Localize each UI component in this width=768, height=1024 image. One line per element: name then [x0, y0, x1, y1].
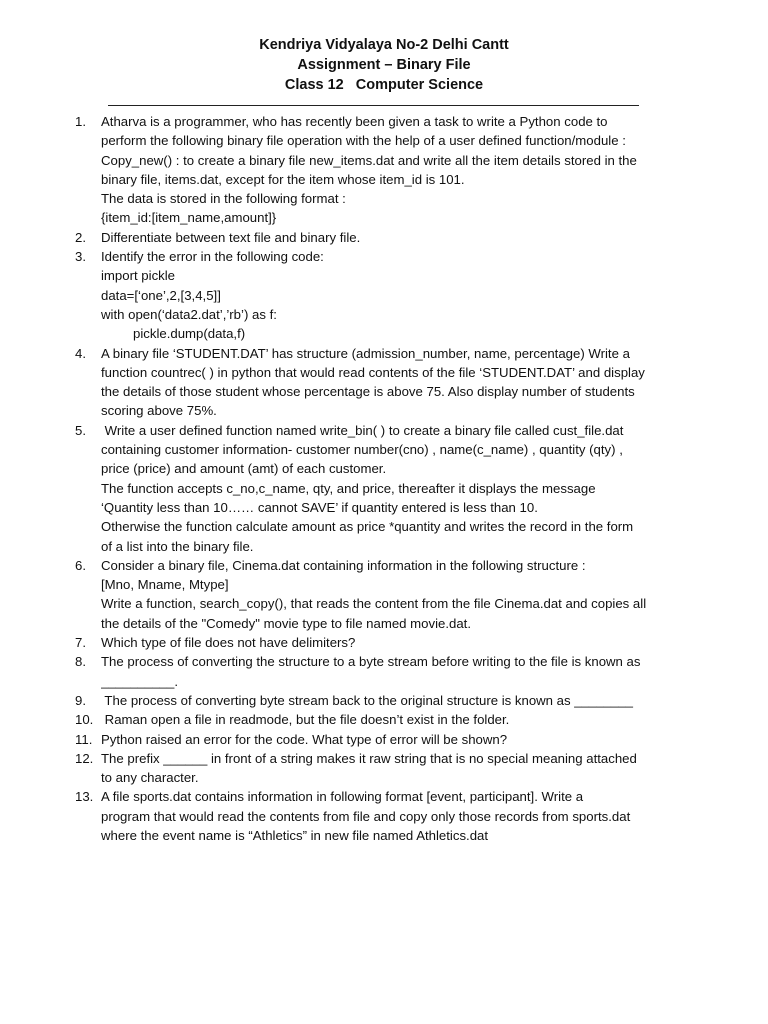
question-text-line: program that would read the contents from file and copy only those records from sports.dat: [101, 808, 631, 824]
question-text-line: ‘Quantity less than 10…… cannot SAVE’ if quantity entered is less than 10.: [101, 499, 538, 515]
class-subject: Class 12 Computer Science: [284, 77, 484, 93]
question-text-line: Differentiate between text file and binary file.: [101, 229, 361, 245]
question-text-line: Raman open a file in readmode, but the file doesn’t exist in the folder.: [101, 712, 510, 728]
question-number: 6.: [75, 557, 86, 573]
question-item: [0, 421, 768, 556]
question-item: [0, 730, 768, 749]
question-item: [0, 247, 768, 343]
question-text-line: the details of the "Comedy" movie type to file named movie.dat.: [101, 615, 472, 631]
question-text-line: import pickle: [101, 268, 176, 284]
question-number: 13.: [75, 789, 94, 805]
question-text-line: binary file, items.dat, except for the item whose item_id is 101.: [101, 171, 465, 187]
question-text-line: the details of those student whose percentage is above 75. Also display number of students: [101, 384, 635, 400]
question-text-line: containing customer information- customer number(cno) , name(c_name) , quantity (qty) ,: [101, 442, 623, 458]
question-text-line: The data is stored in the following format :: [101, 191, 346, 207]
question-text-line: The process of converting byte stream back to the original structure is known as ________: [101, 692, 633, 708]
question-text-line: Identify the error in the following code:: [101, 249, 324, 265]
question-text-line: pickle.dump(data,f): [133, 326, 246, 342]
question-text-line: price (price) and amount (amt) of each customer.: [101, 461, 387, 477]
question-number: 1.: [75, 114, 86, 129]
question-text-line: Atharva is a programmer, who has recently been given a task to write a Python code to: [101, 114, 608, 129]
question-text-line: The process of converting the structure to a byte stream before writing to the file is known as: [101, 654, 641, 670]
question-text-line: The function accepts c_no,c_name, qty, and price, thereafter it displays the message: [101, 480, 596, 496]
document-header: [0, 35, 768, 95]
question-list: [0, 112, 768, 845]
question-number: 12.: [75, 750, 94, 766]
school-name: Kendriya Vidyalaya No-2 Delhi Cantt: [259, 37, 509, 53]
question-text-line: Write a function, search_copy(), that reads the content from the file Cinema.dat and copies all: [101, 596, 647, 612]
question-text-line: Copy_new() : to create a binary file new_items.dat and write all the item details stored in the: [101, 152, 637, 168]
question-text-line: to any character.: [101, 770, 199, 786]
question-number: 10.: [75, 712, 94, 728]
question-text-line: perform the following binary file operation with the help of a user defined function/module :: [101, 133, 626, 149]
question-item: [0, 710, 768, 729]
question-text-line: scoring above 75%.: [101, 403, 217, 419]
question-text-line: Python raised an error for the code. What type of error will be shown?: [101, 731, 508, 747]
header-underline: [108, 105, 639, 106]
question-text-line: Otherwise the function calculate amount as price *quantity and writes the record in the form: [101, 519, 634, 535]
assignment-title: Assignment – Binary File: [297, 57, 471, 73]
question-number: 4.: [75, 345, 86, 361]
question-number: 9.: [75, 692, 86, 708]
question-item: [0, 556, 768, 633]
question-text-line: {item_id:[item_name,amount]}: [101, 210, 277, 226]
question-number: 2.: [75, 229, 86, 245]
question-text-line: The prefix ______ in front of a string makes it raw string that is no special meaning attached: [101, 750, 637, 766]
question-item: [0, 112, 768, 228]
question-text-line: Write a user defined function named write_bin( ) to create a binary file called cust_file.dat: [101, 422, 624, 438]
question-number: 8.: [75, 654, 86, 670]
question-item: [0, 787, 768, 845]
question-item: [0, 228, 768, 247]
question-text-line: function countrec( ) in python that would read contents of the file ‘STUDENT.DAT’ and display: [101, 364, 645, 380]
question-text-line: data=[‘one’,2,[3,4,5]]: [101, 287, 221, 303]
question-number: 11.: [75, 731, 93, 747]
question-text-line: Which type of file does not have delimiters?: [101, 635, 356, 651]
question-text-line: A binary file ‘STUDENT.DAT’ has structure (admission_number, name, percentage) Write a: [101, 345, 630, 361]
question-item: [0, 633, 768, 652]
question-number: 7.: [75, 635, 86, 651]
question-text-line: __________.: [101, 673, 179, 689]
question-number: 5.: [75, 422, 86, 438]
question-text-line: with open(‘data2.dat’,’rb’) as f:: [101, 306, 277, 322]
question-text-line: where the event name is “Athletics” in new file named Athletics.dat: [101, 827, 489, 843]
question-item: [0, 344, 768, 421]
question-item: [0, 652, 768, 691]
question-number: 3.: [75, 249, 86, 265]
question-item: [0, 691, 768, 710]
question-text-line: A file sports.dat contains information in following format [event, participant]. Write a: [101, 789, 584, 805]
question-text-line: [Mno, Mname, Mtype]: [101, 577, 229, 593]
question-item: [0, 749, 768, 788]
question-text-line: of a list into the binary file.: [101, 538, 254, 554]
question-text-line: Consider a binary file, Cinema.dat containing information in the following structure :: [101, 557, 586, 573]
